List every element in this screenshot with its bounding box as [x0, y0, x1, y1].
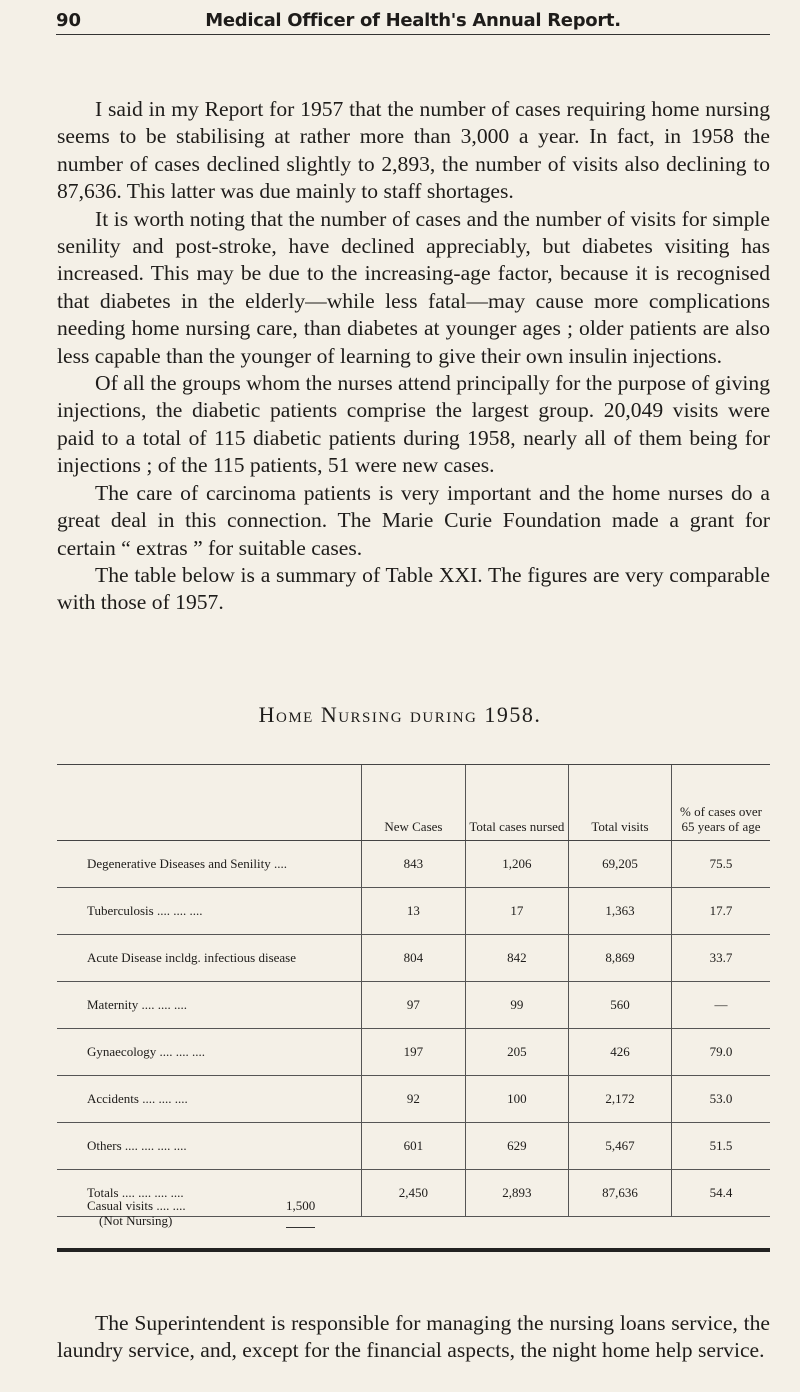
cell: 53.0 [671, 1076, 770, 1123]
cell: — [671, 982, 770, 1029]
table-row [57, 1076, 770, 1123]
row-label: Degenerative Diseases and Senility .... [57, 841, 361, 888]
cell: 13 [361, 888, 465, 935]
row-label: Accidents .... .... .... [57, 1076, 361, 1123]
header-new-cases: New Cases [361, 765, 465, 841]
body-text [57, 96, 770, 617]
cell: 842 [465, 935, 568, 982]
casual-label: Casual visits .... .... [87, 1198, 186, 1213]
casual-visits [87, 1198, 316, 1228]
cell: 5,467 [568, 1123, 671, 1170]
cell: 2,450 [361, 1170, 465, 1217]
row-label: Acute Disease incldg. infectious disease [57, 935, 361, 982]
row-label: Tuberculosis .... .... .... [57, 888, 361, 935]
cell: 69,205 [568, 841, 671, 888]
running-header [56, 8, 770, 35]
table-row [57, 982, 770, 1029]
cell: 1,363 [568, 888, 671, 935]
cell: 804 [361, 935, 465, 982]
cell: 843 [361, 841, 465, 888]
table-header-row [57, 765, 770, 841]
paragraph: Of all the groups whom the nurses attend principally for the purpose of giving injections, the diabetic patients comprise the largest group. 20,049 visits were paid to a total of 115 diabetic patients during 1958, nearly all of them being for injections ; of the 115 patients, 51 were new cases. [57, 371, 770, 478]
cell: 8,869 [568, 935, 671, 982]
header-percent-over-65: % of cases over 65 years of age [671, 765, 770, 841]
page-number: 90 [56, 10, 82, 31]
row-label: Others .... .... .... .... [57, 1123, 361, 1170]
cell: 33.7 [671, 935, 770, 982]
table-row [57, 888, 770, 935]
table-row [57, 1123, 770, 1170]
cell: 75.5 [671, 841, 770, 888]
row-label: Maternity .... .... .... [57, 982, 361, 1029]
cell: 87,636 [568, 1170, 671, 1217]
paragraph: It is worth noting that the number of cases and the number of visits for simple senility and post-stroke, have declined appreciably, but diabetes visiting has increased. This may be due to the increasing-age factor, because it is recognised that diabetes in the elderly—while less fatal—may cause more complications needing home nursing care, than diabetes at younger ages ; older patients are also less capable than the younger of learning to give their own insulin injections. [57, 206, 770, 368]
casual-value: 1,500 [286, 1198, 315, 1228]
cell: 54.4 [671, 1170, 770, 1217]
cell: 2,893 [465, 1170, 568, 1217]
table-row [57, 935, 770, 982]
table-bottom-rule [57, 1248, 770, 1252]
cell: 560 [568, 982, 671, 1029]
cell: 197 [361, 1029, 465, 1076]
paragraph: The care of carcinoma patients is very important and the home nurses do a great deal in this connection. The Marie Curie Foundation made a grant for certain “ extras ” for suitable cases. [57, 480, 770, 560]
cell: 205 [465, 1029, 568, 1076]
paragraph: I said in my Report for 1957 that the number of cases requiring home nursing seems to be stabilising at rather more than 3,000 a year. In fact, in 1958 the number of cases declined slightly to 2,893, the number of visits also declining to 87,636. This latter was due mainly to staff shortages. [57, 97, 770, 204]
cell: 100 [465, 1076, 568, 1123]
home-nursing-table [57, 764, 770, 1217]
report-title: Medical Officer of Health's Annual Report. [205, 10, 621, 31]
cell: 51.5 [671, 1123, 770, 1170]
cell: 99 [465, 982, 568, 1029]
table-row [57, 1029, 770, 1076]
header-total-cases: Total cases nursed [465, 765, 568, 841]
cell: 17 [465, 888, 568, 935]
header-blank [57, 765, 361, 841]
row-label: Gynaecology .... .... .... [57, 1029, 361, 1076]
table-row [57, 841, 770, 888]
cell: 97 [361, 982, 465, 1029]
cell: 426 [568, 1029, 671, 1076]
cell: 92 [361, 1076, 465, 1123]
cell: 79.0 [671, 1029, 770, 1076]
cell: 601 [361, 1123, 465, 1170]
cell: 629 [465, 1123, 568, 1170]
cell: 1,206 [465, 841, 568, 888]
table-title: Home Nursing during 1958. [258, 702, 542, 727]
paragraph: The Superintendent is responsible for managing the nursing loans service, the laundry service, and, except for the financial aspects, the night home help service. [57, 1311, 770, 1363]
paragraph: The table below is a summary of Table XXI. The figures are very comparable with those of 1957. [57, 562, 770, 615]
row-label: Totals .... .... .... .... [57, 1170, 361, 1217]
cell: 17.7 [671, 888, 770, 935]
closing-text [57, 1310, 770, 1365]
header-total-visits: Total visits [568, 765, 671, 841]
casual-sublabel: (Not Nursing) [99, 1213, 173, 1228]
cell: 2,172 [568, 1076, 671, 1123]
